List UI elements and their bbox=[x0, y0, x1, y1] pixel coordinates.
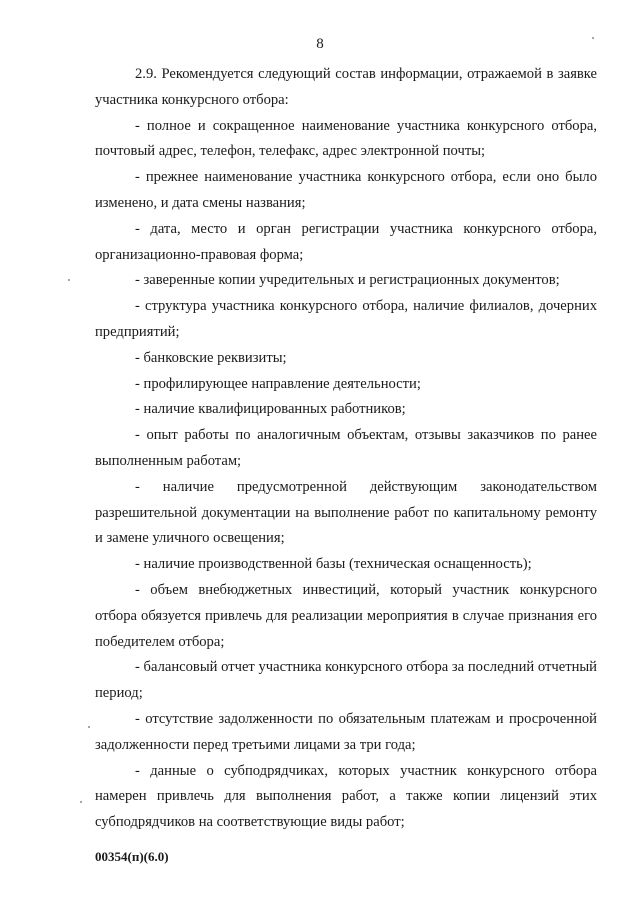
list-item-investments: - объем внебюджетных инвестиций, который участник конкурсного отбора обязуется привлечь для реализации мероприятия в случае признания его победителем отбора; bbox=[95, 581, 597, 650]
list-item-permits: - наличие предусмотренной действующим законодательством разрешительной документации на выполнение работ по капитальному ремонту и замене уличного освещения; bbox=[95, 478, 597, 547]
list-item-no-debt: - отсутствие задолженности по обязательным платежам и просроченной задолженности перед третьими лицами за три года; bbox=[95, 710, 597, 753]
list-item-former-name: - прежнее наименование участника конкурсного отбора, если оно было изменено, и дата смены названия; bbox=[95, 169, 597, 211]
scan-speck bbox=[80, 801, 82, 803]
page-number: 8 bbox=[316, 36, 324, 52]
list-item-experience: - опыт работы по аналогичным объектам, отзывы заказчиков по ранее выполненным работам; bbox=[95, 427, 597, 469]
list-item-structure: - структура участника конкурсного отбора, наличие филиалов, дочерних предприятий; bbox=[95, 298, 597, 340]
list-item-production-base: - наличие производственной базы (техническая оснащенность); bbox=[135, 556, 532, 573]
list-item-activity: - профилирующее направление деятельности; bbox=[135, 375, 421, 392]
list-item-full-name: - полное и сокращенное наименование участника конкурсного отбора, почтовый адрес, телефон, телефакс, адрес электронной почты; bbox=[95, 117, 597, 160]
list-item-subcontractors: - данные о субподрядчиках, которых участник конкурсного отбора намерен привлечь для выполнения работ, а также копии лицензий этих субподрядчиков на соответствующие виды работ; bbox=[95, 762, 597, 831]
scan-speck bbox=[592, 37, 594, 39]
list-item-certified-copies: - заверенные копии учредительных и регистрационных документов; bbox=[135, 272, 560, 289]
section-2-9-intro: 2.9. Рекомендуется следующий состав информации, отражаемой в заявке участника конкурсного отбора: bbox=[95, 66, 597, 108]
list-item-qualified-staff: - наличие квалифицированных работников; bbox=[135, 401, 406, 418]
scan-speck bbox=[88, 726, 90, 728]
document-body bbox=[95, 62, 597, 836]
list-item-balance-sheet: - балансовый отчет участника конкурсного отбора за последний отчетный период; bbox=[95, 659, 597, 702]
list-item-registration: - дата, место и орган регистрации участника конкурсного отбора, организационно-правовая форма; bbox=[95, 220, 597, 263]
scan-speck bbox=[68, 279, 70, 281]
document-code: 00354(п)(6.0) bbox=[95, 849, 169, 864]
list-item-bank-details: - банковские реквизиты; bbox=[135, 349, 287, 366]
